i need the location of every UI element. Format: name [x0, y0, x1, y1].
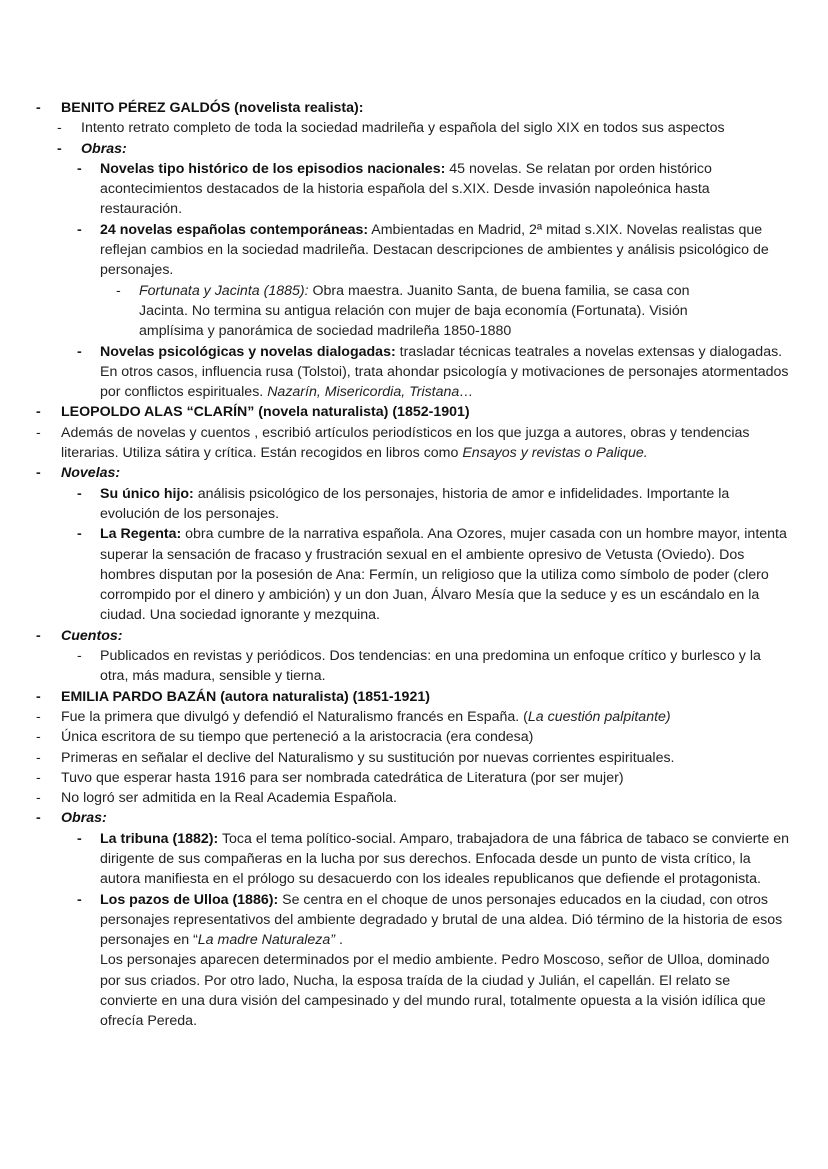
bullet-marker: - — [57, 140, 62, 157]
bullet-marker: - — [36, 100, 41, 116]
bazan-fact3: Primeras en señalar el declive del Naturalismo y su sustitución por nuevas corrientes espirituales. — [61, 749, 675, 766]
pazos-text: Se centra en el choque de unos personajes educados en la ciudad, con otros personajes representativos del ambiente degradado y brutal de una aldea. Dió término de la historia de esos personajes en “ — [100, 891, 783, 949]
fortunata-item — [0, 281, 828, 342]
contemporaneas-text: Ambientadas en Madrid, 2ª mitad s.XIX. Novelas realistas que reflejan cambios en la sociedad madrileña. Destacan descripciones de ambientes y análisis psicológico de personajes. — [100, 221, 769, 279]
bazan-obras-item — [0, 808, 828, 828]
galdos-episodios-item — [0, 159, 828, 220]
document-content — [0, 98, 828, 1032]
bullet-marker: - — [77, 343, 82, 360]
clarin-intro-books: Ensayos y revistas o Palique. — [462, 445, 648, 462]
clarin-hijo-item — [0, 484, 828, 525]
bullet-marker: - — [36, 404, 41, 421]
clarin-cuentos-text-item — [0, 646, 828, 687]
bullet-marker: - — [77, 485, 82, 502]
bazan-heading-item — [0, 687, 828, 707]
clarin-cuentos-item — [0, 626, 828, 646]
pazos-title: Los pazos de Ulloa (1886): — [100, 891, 279, 908]
clarin-regenta-item — [0, 524, 828, 625]
clarin-intro: Además de novelas y cuentos , escribió artículos periodísticos en los que juzga a autores, obras y tendencias literarias. Utiliza sátira y crítica. Están recogidos en libros como — [61, 424, 750, 462]
pazos-end: . — [335, 932, 343, 949]
galdos-intro: Intento retrato completo de toda la sociedad madrileña y española del siglo XIX en todos sus aspectos — [81, 120, 725, 137]
bazan-pazos-item — [0, 890, 828, 1032]
fortunata-text: Obra maestra. Juanito Santa, de buena familia, se casa con Jacinta. No termina su antigua relación con mujer de baja economía (Fortunata). Visión amplísima y panorámica de sociedad madrileña 1850-1880 — [139, 282, 690, 340]
psicologicas-examples: Nazarín, Misericordia, Tristana… — [267, 384, 474, 401]
bazan-fact5: No logró ser admitida en la Real Academia Española. — [61, 790, 397, 807]
psicologicas-text: trasladar técnicas teatrales a novelas extensas y dialogadas. En otros casos, influencia rusa (Tolstoi), trata ahondar psicología y motivaciones de personajes atormentados por conflictos espirituales. — [100, 343, 789, 401]
bazan-fact5-item — [0, 788, 828, 808]
bullet-marker: - — [36, 465, 41, 482]
bullet-marker: - — [36, 769, 41, 786]
bullet-marker: - — [77, 526, 82, 543]
regenta-title: La Regenta: — [100, 526, 182, 543]
galdos-obras-item — [0, 139, 828, 159]
galdos-heading: BENITO PÉREZ GALDÓS (novelista realista): — [61, 100, 364, 116]
contemporaneas-title: 24 novelas españolas contemporáneas: — [100, 221, 369, 238]
clarin-intro-item — [0, 423, 828, 464]
pazos-text2: Los personajes aparecen determinados por el medio ambiente. Pedro Moscoso, señor de Ulloa, dominado por sus criados. Por otro lado, Nucha, la esposa traída de la ciudad y Julián, el capellán. El relato se convierte en una dura visión del campesinado y del mundo rural, totalmente opuesta a la visión idílica que ofrecía Pereda. — [100, 952, 770, 1030]
bullet-marker: - — [77, 160, 82, 177]
galdos-psicologicas-item — [0, 342, 828, 403]
clarin-novelas-label: Novelas: — [61, 465, 121, 482]
hijo-title: Su único hijo: — [100, 485, 194, 502]
bullet-marker: - — [36, 729, 41, 746]
galdos-intro-item — [0, 118, 828, 138]
bullet-marker: - — [36, 790, 41, 807]
bullet-marker: - — [36, 810, 41, 827]
bullet-marker: - — [77, 221, 82, 238]
bullet-marker: - — [36, 424, 41, 441]
bazan-fact4: Tuvo que esperar hasta 1916 para ser nombrada catedrática de Literatura (por ser mujer) — [61, 769, 624, 786]
episodios-text: 45 novelas. Se relatan por orden histórico acontecimientos destacados de la historia española del s.XIX. Desde invasión napoleónica hasta restauración. — [100, 160, 712, 218]
cuentos-text: Publicados en revistas y periódicos. Dos tendencias: en una predomina un enfoque crítico y burlesco y la otra, más madura, sensible y tierna. — [100, 648, 761, 685]
galdos-obras-label: Obras: — [81, 140, 127, 157]
galdos-heading-item — [0, 98, 828, 118]
galdos-contemporaneas-item — [0, 220, 828, 281]
fortunata-title: Fortunata y Jacinta (1885): — [139, 282, 309, 299]
bullet-marker: - — [116, 282, 121, 299]
bullet-marker: - — [36, 688, 41, 705]
bazan-fact4-item — [0, 768, 828, 788]
clarin-novelas-item — [0, 463, 828, 483]
bazan-fact2-item — [0, 727, 828, 747]
bullet-marker: - — [57, 120, 62, 137]
bullet-marker: - — [36, 708, 41, 725]
bullet-marker: - — [36, 627, 41, 644]
bullet-marker: - — [77, 891, 82, 908]
bazan-tribuna-item — [0, 829, 828, 890]
bazan-heading: EMILIA PARDO BAZÁN (autora naturalista) (1851-1921) — [61, 688, 430, 705]
bazan-fact3-item — [0, 748, 828, 768]
bullet-marker: - — [77, 648, 82, 665]
bazan-fact1: Fue la primera que divulgó y defendió el Naturalismo francés en España. ( — [61, 708, 528, 725]
bazan-fact1-title: La cuestión palpitante) — [527, 708, 671, 725]
clarin-heading-item — [0, 402, 828, 422]
hijo-text: análisis psicológico de los personajes, historia de amor e infidelidades. Importante la evolución de los personajes. — [100, 485, 730, 522]
clarin-cuentos-label: Cuentos: — [61, 627, 123, 644]
psicologicas-title: Novelas psicológicas y novelas dialogadas: — [100, 343, 396, 360]
regenta-text: obra cumbre de la narrativa española. Ana Ozores, mujer casada con un hombre mayor, intenta superar la sensación de fracaso y frustración sexual en el ambiente opresivo de Vetusta (Oviedo). Dos hombres disputan por la posesión de Ana: Fermín, un religioso que la utiliza como símbolo de poder (clero corrompido por el dinero y ambición) y un don Juan, Álvaro Mesía que la seduce y es un escándalo en la ciudad. Una sociedad ignorante y mezquina. — [100, 526, 787, 624]
bullet-marker: - — [36, 749, 41, 766]
clarin-heading: LEOPOLDO ALAS “CLARÍN” (novela naturalista) (1852-1901) — [61, 404, 470, 421]
tribuna-title: La tribuna (1882): — [100, 830, 219, 847]
bazan-fact1-item — [0, 707, 828, 727]
bullet-marker: - — [77, 830, 82, 847]
tribuna-text: Toca el tema político-social. Amparo, trabajadora de una fábrica de tabaco se convierte en dirigente de sus compañeras en la lucha por sus derechos. Enfocada desde un punto de vista crítico, la autora manifiesta en el prólogo su desacuerdo con los ideales republicanos que defiende el protagonista. — [100, 830, 789, 888]
bazan-fact2: Única escritora de su tiempo que perteneció a la aristocracia (era condesa) — [61, 729, 534, 746]
bazan-obras-label: Obras: — [61, 810, 107, 827]
pazos-quote: La madre Naturaleza” — [197, 932, 336, 949]
episodios-title: Novelas tipo histórico de los episodios nacionales: — [100, 160, 446, 177]
